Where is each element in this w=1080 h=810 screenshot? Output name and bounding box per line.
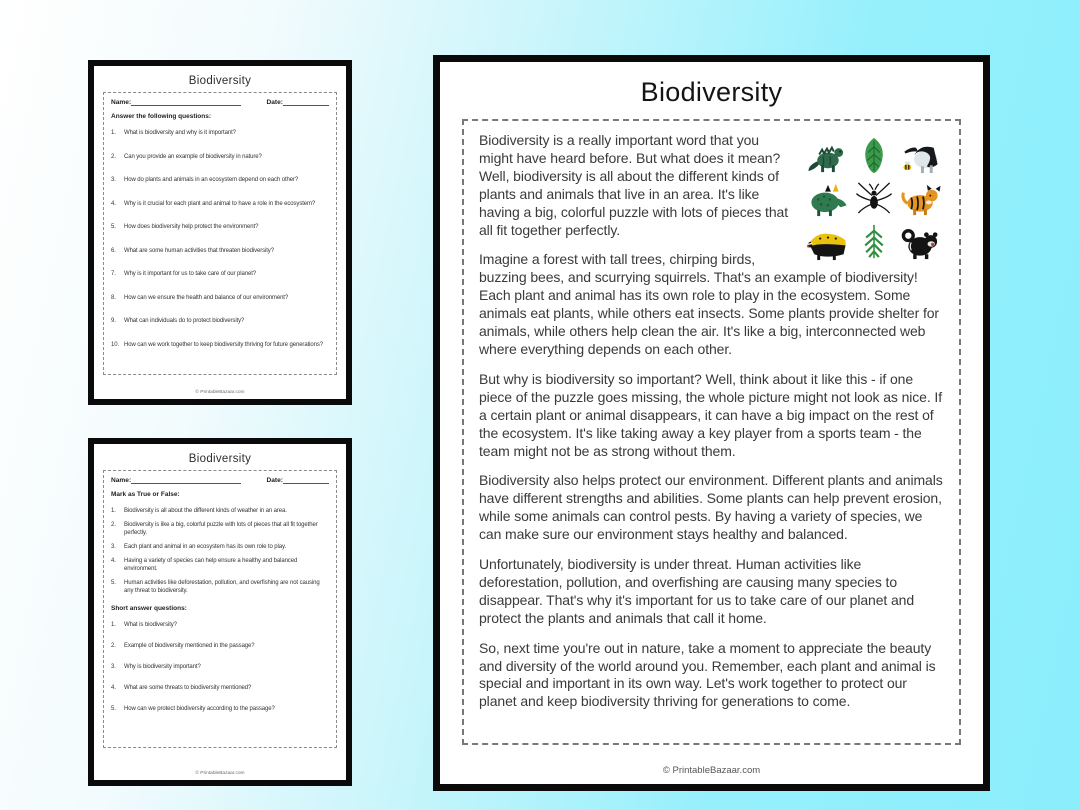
item-number: 5. bbox=[111, 706, 116, 712]
item-text: What is biodiversity? bbox=[124, 622, 177, 628]
question-number: 10. bbox=[111, 341, 120, 348]
passage-paragraph: Unfortunately, biodiversity is under threat. Human activities like deforestation, pollution, and overfishing are causing many species to disappear. That's why it's important for us to take care of our planet and protect the plants and animals that call it home. bbox=[479, 556, 915, 626]
question-list bbox=[111, 129, 329, 349]
name-date-row bbox=[111, 99, 329, 106]
worksheet-truefalse-page bbox=[88, 438, 352, 786]
shortanswer-item bbox=[111, 663, 329, 671]
item-number: 2. bbox=[111, 522, 116, 528]
item-number: 3. bbox=[111, 664, 116, 670]
item-number: 1. bbox=[111, 508, 116, 514]
binturong-icon bbox=[898, 220, 943, 262]
question-item bbox=[111, 317, 329, 325]
shortanswer-heading: Short answer questions: bbox=[111, 605, 187, 612]
name-blank-line bbox=[131, 477, 240, 484]
passage-paragraph: Biodiversity also helps protect our environment. Different plants and animals have different strengths and abilities. Some plants can help prevent erosion, while some animals can control pests. By having a variety of species, we can make sure our environment stays healthy and balanced. bbox=[479, 472, 943, 543]
truefalse-heading: Mark as True or False: bbox=[111, 491, 180, 498]
question-number: 3. bbox=[111, 177, 116, 183]
worksheet-title: Biodiversity bbox=[188, 75, 252, 87]
passage-paragraph: But why is biodiversity so important? Well, think about it like this - if one piece of the puzzle goes missing, the whole picture might not look as nice. If a certain plant or animal disappears, it can have a big impact on the rest of the ecosystem. It's like taking away a key player from a sports team - the team might not be as strong without them. bbox=[479, 370, 943, 459]
passage-paragraph: So, next time you're out in nature, take a moment to appreciate the beauty and diversity of the world around you. Remember, each plant and animal is special and important in its own way. Let's work together to protect our planet and keep biodiversity thriving for generations to come. bbox=[479, 639, 936, 710]
question-text: How can we ensure the health and balance of our environment? bbox=[124, 294, 289, 301]
question-item bbox=[111, 294, 329, 302]
question-item bbox=[111, 153, 329, 161]
question-number: 7. bbox=[111, 271, 116, 277]
question-text: How can we work together to keep biodiversity thriving for future generations? bbox=[124, 341, 323, 348]
date-blank-line bbox=[283, 99, 329, 106]
worksheet-title: Biodiversity bbox=[188, 453, 252, 465]
question-text: Why is it important for us to take care of our planet? bbox=[124, 271, 256, 277]
name-label: Name: bbox=[111, 99, 132, 106]
truefalse-item bbox=[111, 557, 329, 573]
item-number: 3. bbox=[111, 544, 116, 550]
name-blank-line bbox=[131, 99, 240, 106]
question-text: How do plants and animals in an ecosystem depend on each other? bbox=[124, 177, 299, 183]
item-number: 5. bbox=[111, 580, 116, 586]
name-date-row bbox=[111, 477, 329, 484]
question-item bbox=[111, 129, 329, 137]
worksheet-instruction: Answer the following questions: bbox=[111, 113, 212, 120]
item-text: Biodiversity is all about the different kinds of weather in an area. bbox=[124, 508, 287, 514]
passage-paragraph: Biodiversity is a really important word that you might have heard before. But what does it mean? Well, biodiversity is all about the different kinds of plants and animals that live in an area. It's like having a big, colorful puzzle with lots of pieces that all fit together perfectly. bbox=[479, 132, 788, 238]
question-text: What can individuals do to protect biodiversity? bbox=[124, 318, 245, 324]
page-footer: © PrintableBazaar.com bbox=[662, 765, 761, 776]
fern-icon bbox=[851, 220, 896, 262]
question-number: 5. bbox=[111, 224, 116, 230]
item-text: What are some threats to biodiversity mentioned? bbox=[124, 685, 252, 691]
truefalse-item bbox=[111, 579, 329, 595]
passage-frame bbox=[462, 119, 961, 745]
question-number: 1. bbox=[111, 130, 116, 136]
question-item bbox=[111, 247, 329, 255]
armadillo-icon bbox=[804, 177, 849, 219]
item-text: Having a variety of species can help ensure a healthy and balanced environment. bbox=[124, 558, 298, 572]
shortanswer-list bbox=[111, 621, 329, 713]
question-number: 6. bbox=[111, 247, 116, 254]
name-label: Name: bbox=[111, 477, 132, 484]
question-item bbox=[111, 270, 329, 278]
question-item bbox=[111, 176, 329, 184]
shortanswer-item bbox=[111, 642, 329, 650]
shortanswer-item bbox=[111, 705, 329, 713]
item-text: Example of biodiversity mentioned in the passage? bbox=[124, 643, 255, 649]
page-title: Biodiversity bbox=[640, 77, 783, 107]
leaf-icon bbox=[851, 134, 896, 176]
question-item bbox=[111, 223, 329, 231]
question-item bbox=[111, 200, 329, 208]
shortanswer-item bbox=[111, 684, 329, 692]
question-text: Can you provide an example of biodiversity in nature? bbox=[124, 153, 262, 160]
worksheet-content-frame bbox=[103, 470, 337, 748]
biodiversity-illustration bbox=[804, 134, 944, 262]
question-number: 4. bbox=[111, 200, 116, 207]
item-text: Biodiversity is like a big, colorful puzzle with lots of pieces that all fit together perfectly. bbox=[124, 522, 318, 536]
item-number: 1. bbox=[111, 622, 116, 628]
item-text: Human activities like deforestation, pollution, and overfishing are not causing any threat to biodiversity. bbox=[124, 580, 320, 594]
question-number: 2. bbox=[111, 153, 116, 160]
truefalse-item bbox=[111, 543, 329, 551]
date-label: Date: bbox=[266, 99, 283, 106]
page-footer: © PrintableBazaar.com bbox=[195, 771, 245, 776]
spider-icon bbox=[851, 177, 896, 219]
anteater-and-bee-icon bbox=[898, 134, 943, 176]
question-text: What are some human activities that threaten biodiversity? bbox=[124, 247, 274, 254]
question-item bbox=[111, 341, 329, 349]
item-number: 4. bbox=[111, 558, 116, 564]
ocelot-icon bbox=[898, 177, 943, 219]
shortanswer-item bbox=[111, 621, 329, 629]
passage-paragraph: Imagine a forest with tall trees, chirping birds, buzzing bees, and scurrying squirrels. That's an example of biodiversity! Each plant and animal has its own role to play in the ecosystem. Some animals eat plants, while others eat insects. Some plants provide shelter for animals, while others help clean the air. It's like a big, interconnected web where everything depends on each other. bbox=[479, 251, 939, 357]
grison-icon bbox=[804, 220, 849, 262]
question-text: Why is it crucial for each plant and animal to have a role in the ecosystem? bbox=[124, 200, 316, 207]
reading-passage-page bbox=[433, 55, 990, 791]
item-text: Each plant and animal in an ecosystem has its own role to play. bbox=[124, 544, 287, 550]
item-number: 4. bbox=[111, 685, 116, 691]
truefalse-item bbox=[111, 507, 329, 515]
question-text: What is biodiversity and why is it important? bbox=[124, 130, 236, 136]
question-number: 8. bbox=[111, 294, 116, 301]
truefalse-list bbox=[111, 507, 329, 595]
page-footer: © PrintableBazaar.com bbox=[195, 390, 245, 395]
question-text: How does biodiversity help protect the environment? bbox=[124, 224, 259, 230]
item-text: How can we protect biodiversity according to the passage? bbox=[124, 706, 275, 712]
worksheet-questions-page bbox=[88, 60, 352, 405]
date-blank-line bbox=[283, 477, 329, 484]
question-number: 9. bbox=[111, 318, 116, 324]
date-label: Date: bbox=[266, 477, 283, 484]
item-number: 2. bbox=[111, 643, 116, 649]
truefalse-item bbox=[111, 521, 329, 537]
item-text: Why is biodiversity important? bbox=[124, 664, 201, 670]
iguana-icon bbox=[804, 134, 849, 176]
worksheet-content-frame bbox=[103, 92, 337, 375]
